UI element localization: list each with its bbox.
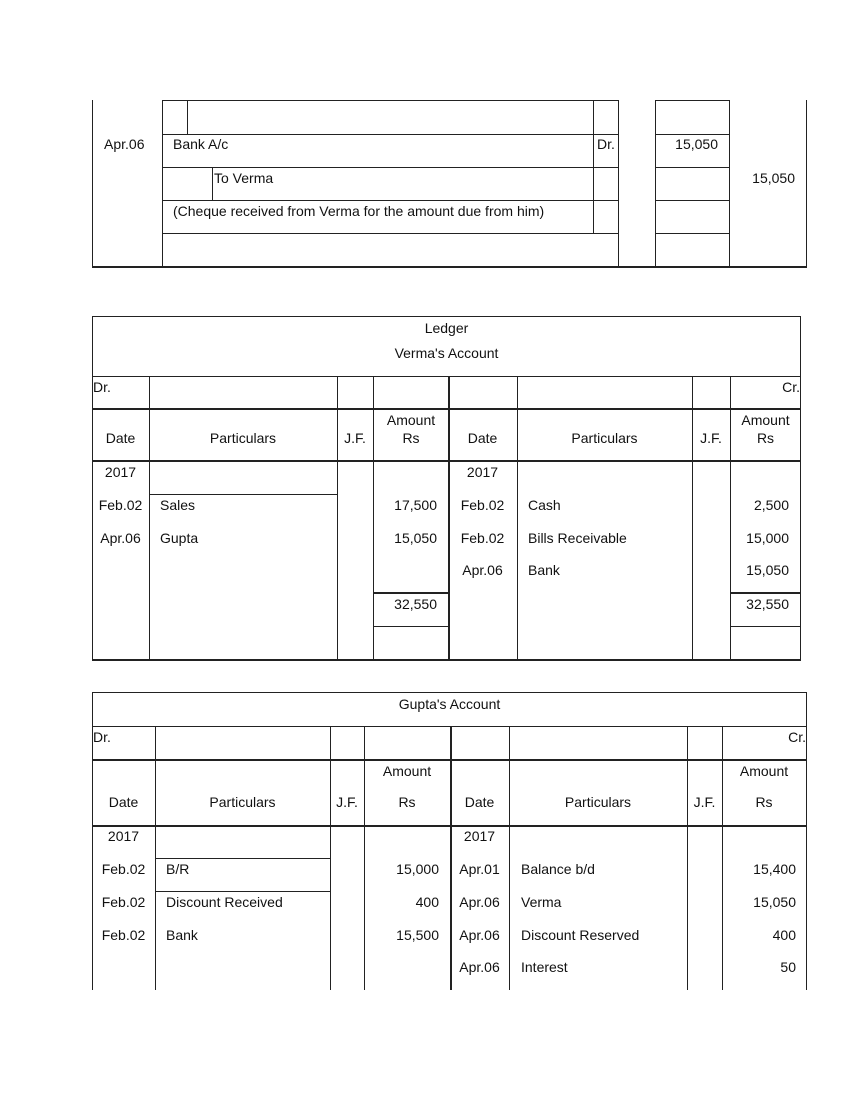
gupta-header-amount-dr: Amount xyxy=(382,763,432,779)
verma-year-dr: 2017 xyxy=(104,464,137,480)
verma-header-rs-cr: Rs xyxy=(756,430,775,446)
gupta-credit-date: Apr.06 xyxy=(459,959,500,975)
gupta-header-rs-dr: Rs xyxy=(398,794,416,810)
gupta-header-particulars-cr: Particulars xyxy=(564,794,632,810)
verma-credit-date: Apr.06 xyxy=(462,562,503,578)
gupta-credit-particulars: Interest xyxy=(521,959,568,975)
gupta-credit-particulars: Balance b/d xyxy=(521,861,595,877)
gupta-debit-particulars: Discount Received xyxy=(166,894,283,910)
journal-narration: (Cheque received from Verma for the amount due from him) xyxy=(173,203,545,219)
journal-credit-account: To Verma xyxy=(214,170,274,186)
journal-debit-amount: 15,050 xyxy=(675,136,718,152)
verma-header-jf-cr: J.F. xyxy=(700,430,722,446)
verma-header-jf-dr: J.F. xyxy=(344,430,366,446)
verma-credit-date: Feb.02 xyxy=(460,497,505,513)
gupta-credit-date: Apr.06 xyxy=(459,894,500,910)
journal-date: Apr.06 xyxy=(104,136,145,152)
gupta-debit-date: Feb.02 xyxy=(101,927,146,943)
gupta-dr-label: Dr. xyxy=(93,729,111,745)
verma-debit-amount: 17,500 xyxy=(394,497,437,513)
verma-debit-particulars: Sales xyxy=(160,497,196,513)
gupta-header-date-cr: Date xyxy=(464,794,495,810)
verma-header-particulars-dr: Particulars xyxy=(209,430,277,446)
gupta-credit-particulars: Discount Reserved xyxy=(521,927,640,943)
gupta-credit-date: Apr.01 xyxy=(459,861,500,877)
gupta-debit-date: Feb.02 xyxy=(101,861,146,877)
verma-credit-date: Feb.02 xyxy=(460,530,505,546)
verma-dr-label: Dr. xyxy=(93,379,111,395)
verma-credit-particulars: Cash xyxy=(528,497,561,513)
journal-credit-amount: 15,050 xyxy=(752,170,795,186)
gupta-header-amount-cr: Amount xyxy=(739,763,789,779)
gupta-debit-particulars: Bank xyxy=(166,927,198,943)
verma-header-amount-cr: Amount xyxy=(741,412,790,428)
verma-credit-particulars: Bank xyxy=(528,562,560,578)
gupta-credit-particulars: Verma xyxy=(521,894,562,910)
verma-year-cr: 2017 xyxy=(466,464,499,480)
gupta-debit-amount: 400 xyxy=(415,894,439,910)
verma-credit-amount: 15,050 xyxy=(746,562,789,578)
verma-header-date-cr: Date xyxy=(467,430,498,446)
gupta-year-dr: 2017 xyxy=(107,828,140,844)
verma-debit-date: Apr.06 xyxy=(100,530,141,546)
gupta-header-date-dr: Date xyxy=(108,794,139,810)
gupta-header-rs-cr: Rs xyxy=(755,794,773,810)
verma-debit-total: 32,550 xyxy=(394,596,437,612)
gupta-year-cr: 2017 xyxy=(463,828,496,844)
gupta-debit-particulars: B/R xyxy=(166,861,190,877)
verma-account-title: Verma's Account xyxy=(394,345,499,361)
gupta-credit-amount: 50 xyxy=(780,959,796,975)
journal-debit-account: Bank A/c xyxy=(173,136,229,152)
gupta-header-jf-dr: J.F. xyxy=(336,794,358,810)
verma-debit-amount: 15,050 xyxy=(394,530,437,546)
gupta-account-title: Gupta's Account xyxy=(398,696,501,712)
verma-header-amount-dr: Amount xyxy=(386,412,436,428)
gupta-debit-date: Feb.02 xyxy=(101,894,146,910)
verma-credit-particulars: Bills Receivable xyxy=(528,530,627,546)
verma-debit-date: Feb.02 xyxy=(98,497,143,513)
gupta-credit-amount: 15,400 xyxy=(753,861,796,877)
verma-credit-total: 32,550 xyxy=(746,596,789,612)
ledger-heading: Ledger xyxy=(424,320,469,336)
verma-debit-particulars: Gupta xyxy=(160,530,199,546)
gupta-header-particulars-dr: Particulars xyxy=(209,794,276,810)
gupta-credit-amount: 15,050 xyxy=(753,894,796,910)
gupta-debit-amount: 15,000 xyxy=(396,861,439,877)
verma-header-date-dr: Date xyxy=(105,430,136,446)
verma-credit-amount: 15,000 xyxy=(746,530,789,546)
verma-header-rs-dr: Rs xyxy=(402,430,420,446)
gupta-header-jf-cr: J.F. xyxy=(693,794,716,810)
gupta-credit-amount: 400 xyxy=(772,927,796,943)
verma-cr-label: Cr. xyxy=(782,379,800,395)
verma-credit-amount: 2,500 xyxy=(753,497,789,513)
gupta-cr-label: Cr. xyxy=(788,729,806,745)
gupta-credit-date: Apr.06 xyxy=(459,927,500,943)
verma-header-particulars-cr: Particulars xyxy=(571,430,638,446)
journal-dr-mark: Dr. xyxy=(597,136,615,152)
gupta-debit-amount: 15,500 xyxy=(396,927,439,943)
